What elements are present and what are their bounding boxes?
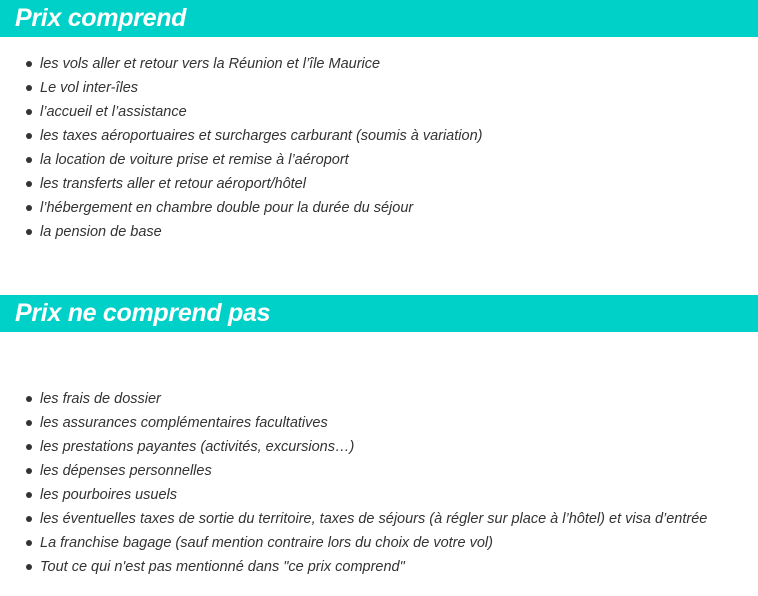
included-list-item [0, 76, 482, 100]
bullet-icon [26, 420, 32, 426]
included-item-text: les vols aller et retour vers la Réunion et l’île Maurice [40, 56, 381, 72]
excluded-list-item [0, 459, 707, 483]
bullet-icon [26, 468, 32, 474]
excluded-item-text: les frais de dossier [40, 391, 161, 407]
included-list-item [0, 220, 482, 244]
bullet-icon [26, 229, 32, 235]
bullet-icon [26, 540, 32, 546]
bullet-icon [26, 133, 32, 139]
included-list-item [0, 124, 482, 148]
included-section-title: Prix comprend [15, 4, 187, 32]
bullet-icon [26, 157, 32, 163]
included-item-text: la location de voiture prise et remise à l’aéroport [40, 152, 349, 168]
bullet-icon [26, 85, 32, 91]
excluded-list-item [0, 483, 707, 507]
included-section-header [0, 0, 758, 37]
included-item-text: la pension de base [40, 224, 162, 240]
bullet-icon [26, 205, 32, 211]
excluded-item-text: les pourboires usuels [40, 487, 178, 503]
included-item-text: l’hébergement en chambre double pour la durée du séjour [40, 200, 414, 216]
included-list-item [0, 172, 482, 196]
included-list-item [0, 148, 482, 172]
included-item-text: l’accueil et l’assistance [40, 104, 187, 120]
excluded-item-text: les éventuelles taxes de sortie du territoire, taxes de séjours (à régler sur place à l’hôtel) et visa d’entrée [40, 511, 708, 527]
bullet-icon [26, 492, 32, 498]
included-item-text: les taxes aéroportuaires et surcharges carburant (soumis à variation) [40, 128, 483, 144]
excluded-section-header [0, 295, 758, 332]
excluded-item-text: les assurances complémentaires facultatives [40, 415, 328, 431]
excluded-list-item [0, 555, 707, 579]
excluded-list [0, 387, 707, 579]
excluded-list-item [0, 411, 707, 435]
bullet-icon [26, 516, 32, 522]
excluded-item-text: les prestations payantes (activités, excursions…) [40, 439, 355, 455]
excluded-list-item [0, 387, 707, 411]
bullet-icon [26, 61, 32, 67]
included-item-text: Le vol inter-îles [40, 80, 139, 96]
included-list-item [0, 52, 482, 76]
excluded-item-text: les dépenses personnelles [40, 463, 212, 479]
excluded-list-item [0, 531, 707, 555]
included-item-text: les transferts aller et retour aéroport/hôtel [40, 176, 306, 192]
included-list-item [0, 196, 482, 220]
excluded-item-text: La franchise bagage (sauf mention contraire lors du choix de votre vol) [40, 535, 493, 551]
included-list [0, 52, 482, 244]
bullet-icon [26, 181, 32, 187]
excluded-item-text: Tout ce qui n'est pas mentionné dans "ce prix comprend" [40, 559, 405, 575]
bullet-icon [26, 396, 32, 402]
included-list-item [0, 100, 482, 124]
bullet-icon [26, 444, 32, 450]
excluded-list-item [0, 435, 707, 459]
excluded-list-item [0, 507, 707, 531]
bullet-icon [26, 109, 32, 115]
bullet-icon [26, 564, 32, 570]
excluded-section-title: Prix ne comprend pas [15, 299, 271, 327]
